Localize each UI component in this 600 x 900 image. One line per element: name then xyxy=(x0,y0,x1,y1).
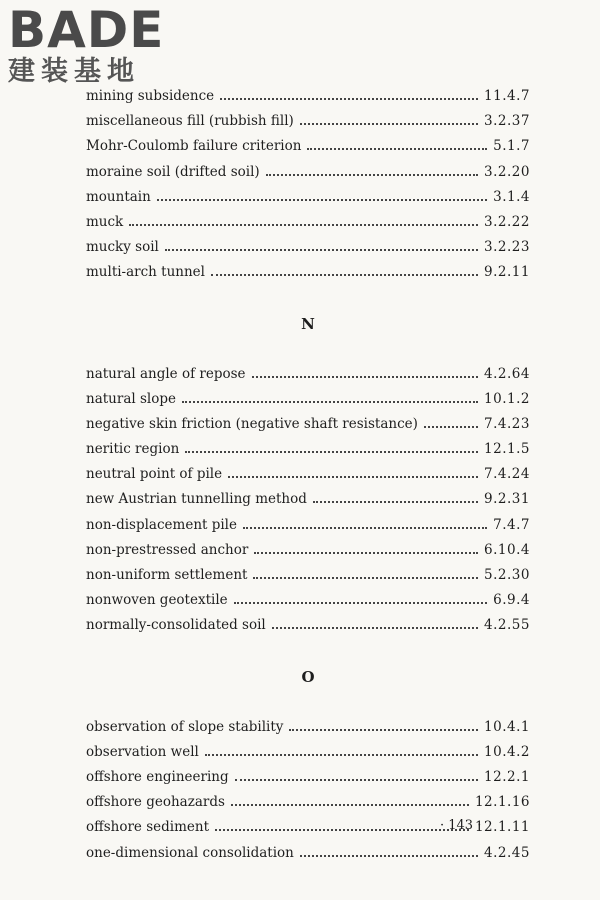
index-entry xyxy=(86,437,530,462)
index-entry xyxy=(86,588,530,613)
index-entry xyxy=(86,765,530,790)
entry-term: Mohr-Coulomb failure criterion xyxy=(86,138,302,155)
entry-reference: 3.2.22 xyxy=(484,213,530,230)
logo-wordmark: BADE xyxy=(8,1,165,59)
dot-leader xyxy=(272,615,478,629)
entry-reference: 5.2.30 xyxy=(484,567,530,583)
page-number: · 143 · xyxy=(440,818,482,833)
dot-leader xyxy=(266,162,478,176)
entry-term: offshore sediment xyxy=(86,819,209,836)
dot-leader xyxy=(211,262,478,276)
dot-leader xyxy=(424,414,478,428)
watermark-logo xyxy=(8,2,183,94)
entry-term: observation of slope stability xyxy=(86,718,284,735)
entry-reference: 4.2.55 xyxy=(484,617,530,634)
entry-term: multi-arch tunnel xyxy=(86,264,205,281)
index-entry xyxy=(86,84,530,109)
entry-term: one-dimensional consolidation xyxy=(86,844,294,861)
entry-reference: 3.2.23 xyxy=(484,239,530,256)
index-entry xyxy=(86,260,530,285)
index-entry xyxy=(86,613,530,638)
entry-term: non-displacement pile xyxy=(86,516,237,533)
entry-reference: 7.4.23 xyxy=(484,415,530,432)
entry-term: nonwoven geotextile xyxy=(86,592,228,609)
dot-leader xyxy=(220,86,478,100)
index-entry xyxy=(86,412,530,437)
entry-reference: 4.2.45 xyxy=(484,844,530,861)
section-letter-n: N xyxy=(301,314,315,333)
entry-term: normally-consolidated soil xyxy=(86,617,266,634)
index-entry xyxy=(86,210,530,235)
dot-leader xyxy=(182,389,478,403)
entry-reference: 12.1.11 xyxy=(474,819,530,836)
dot-leader xyxy=(289,717,478,731)
dot-leader xyxy=(215,817,469,831)
entry-reference: 10.1.2 xyxy=(484,390,530,407)
entry-term: offshore engineering xyxy=(86,768,229,785)
entry-term: negative skin friction (negative shaft resistance) xyxy=(86,415,418,432)
entry-reference: 9.2.11 xyxy=(484,264,530,281)
index-entry xyxy=(86,134,530,159)
index-entry xyxy=(86,109,530,134)
dot-leader xyxy=(157,187,487,201)
dot-leader xyxy=(307,136,487,150)
logo-chinese-text: 建装基地 xyxy=(8,56,140,87)
entry-term: neutral point of pile xyxy=(86,466,223,483)
entry-term: natural angle of repose xyxy=(86,365,246,382)
entry-reference: 3.2.20 xyxy=(484,163,530,180)
index-entry xyxy=(86,740,530,765)
entry-reference: 7.4.24 xyxy=(484,466,530,483)
index-entry xyxy=(86,387,530,412)
entry-reference: 4.2.64 xyxy=(484,365,530,382)
index-entry xyxy=(86,563,530,588)
dot-leader xyxy=(231,792,469,806)
index-entry xyxy=(86,185,530,210)
index-list xyxy=(86,84,530,866)
entry-term: offshore geohazards xyxy=(86,794,225,811)
dot-leader xyxy=(243,515,487,529)
entry-term: moraine soil (drifted soil) xyxy=(86,163,260,180)
section-letter-o: O xyxy=(301,667,315,686)
entry-reference: 12.1.5 xyxy=(484,441,530,458)
dot-leader xyxy=(234,590,488,604)
entry-reference: 9.2.31 xyxy=(484,491,530,508)
entry-term: observation well xyxy=(86,743,199,760)
entry-reference: 6.10.4 xyxy=(484,541,530,558)
entry-term: new Austrian tunnelling method xyxy=(86,491,307,508)
dot-leader xyxy=(254,540,478,554)
index-entry xyxy=(86,790,530,815)
index-entry xyxy=(86,538,530,563)
entry-term: non-uniform settlement xyxy=(86,567,248,583)
entry-term: mountain xyxy=(86,188,151,205)
entry-reference: 6.9.4 xyxy=(493,592,530,609)
index-entry xyxy=(86,235,530,260)
entry-term: neritic region xyxy=(86,441,180,458)
entry-reference: 10.4.1 xyxy=(484,718,530,735)
entry-term: muck xyxy=(86,213,124,230)
dot-leader xyxy=(129,212,478,226)
entry-reference: 12.1.16 xyxy=(474,794,530,811)
index-entry xyxy=(86,513,530,538)
dot-leader xyxy=(252,364,479,378)
dot-leader xyxy=(235,767,478,781)
dot-leader xyxy=(253,565,478,579)
index-entry xyxy=(86,462,530,487)
index-entry xyxy=(86,841,530,866)
entry-reference: 3.2.37 xyxy=(484,113,530,130)
entry-reference: 3.1.4 xyxy=(493,188,530,205)
index-entry xyxy=(86,362,530,387)
dot-leader xyxy=(300,843,478,857)
entry-term: natural slope xyxy=(86,390,176,407)
entry-term: mining subsidence xyxy=(86,88,215,104)
entry-term: non-prestressed anchor xyxy=(86,541,249,558)
entry-reference: 5.1.7 xyxy=(493,138,530,155)
dot-leader xyxy=(165,237,478,251)
entry-reference: 10.4.2 xyxy=(484,743,530,760)
dot-leader xyxy=(205,742,478,756)
entry-term: miscellaneous fill (rubbish fill) xyxy=(86,113,294,130)
entry-reference: 7.4.7 xyxy=(493,516,530,533)
dot-leader xyxy=(300,111,478,125)
index-entry xyxy=(86,487,530,512)
entry-reference: 11.4.7 xyxy=(484,88,530,104)
index-entry xyxy=(86,715,530,740)
dot-leader xyxy=(185,439,478,453)
dot-leader xyxy=(228,464,478,478)
entry-term: mucky soil xyxy=(86,239,159,256)
index-entry xyxy=(86,160,530,185)
dot-leader xyxy=(313,489,478,503)
entry-reference: 12.2.1 xyxy=(484,768,530,785)
